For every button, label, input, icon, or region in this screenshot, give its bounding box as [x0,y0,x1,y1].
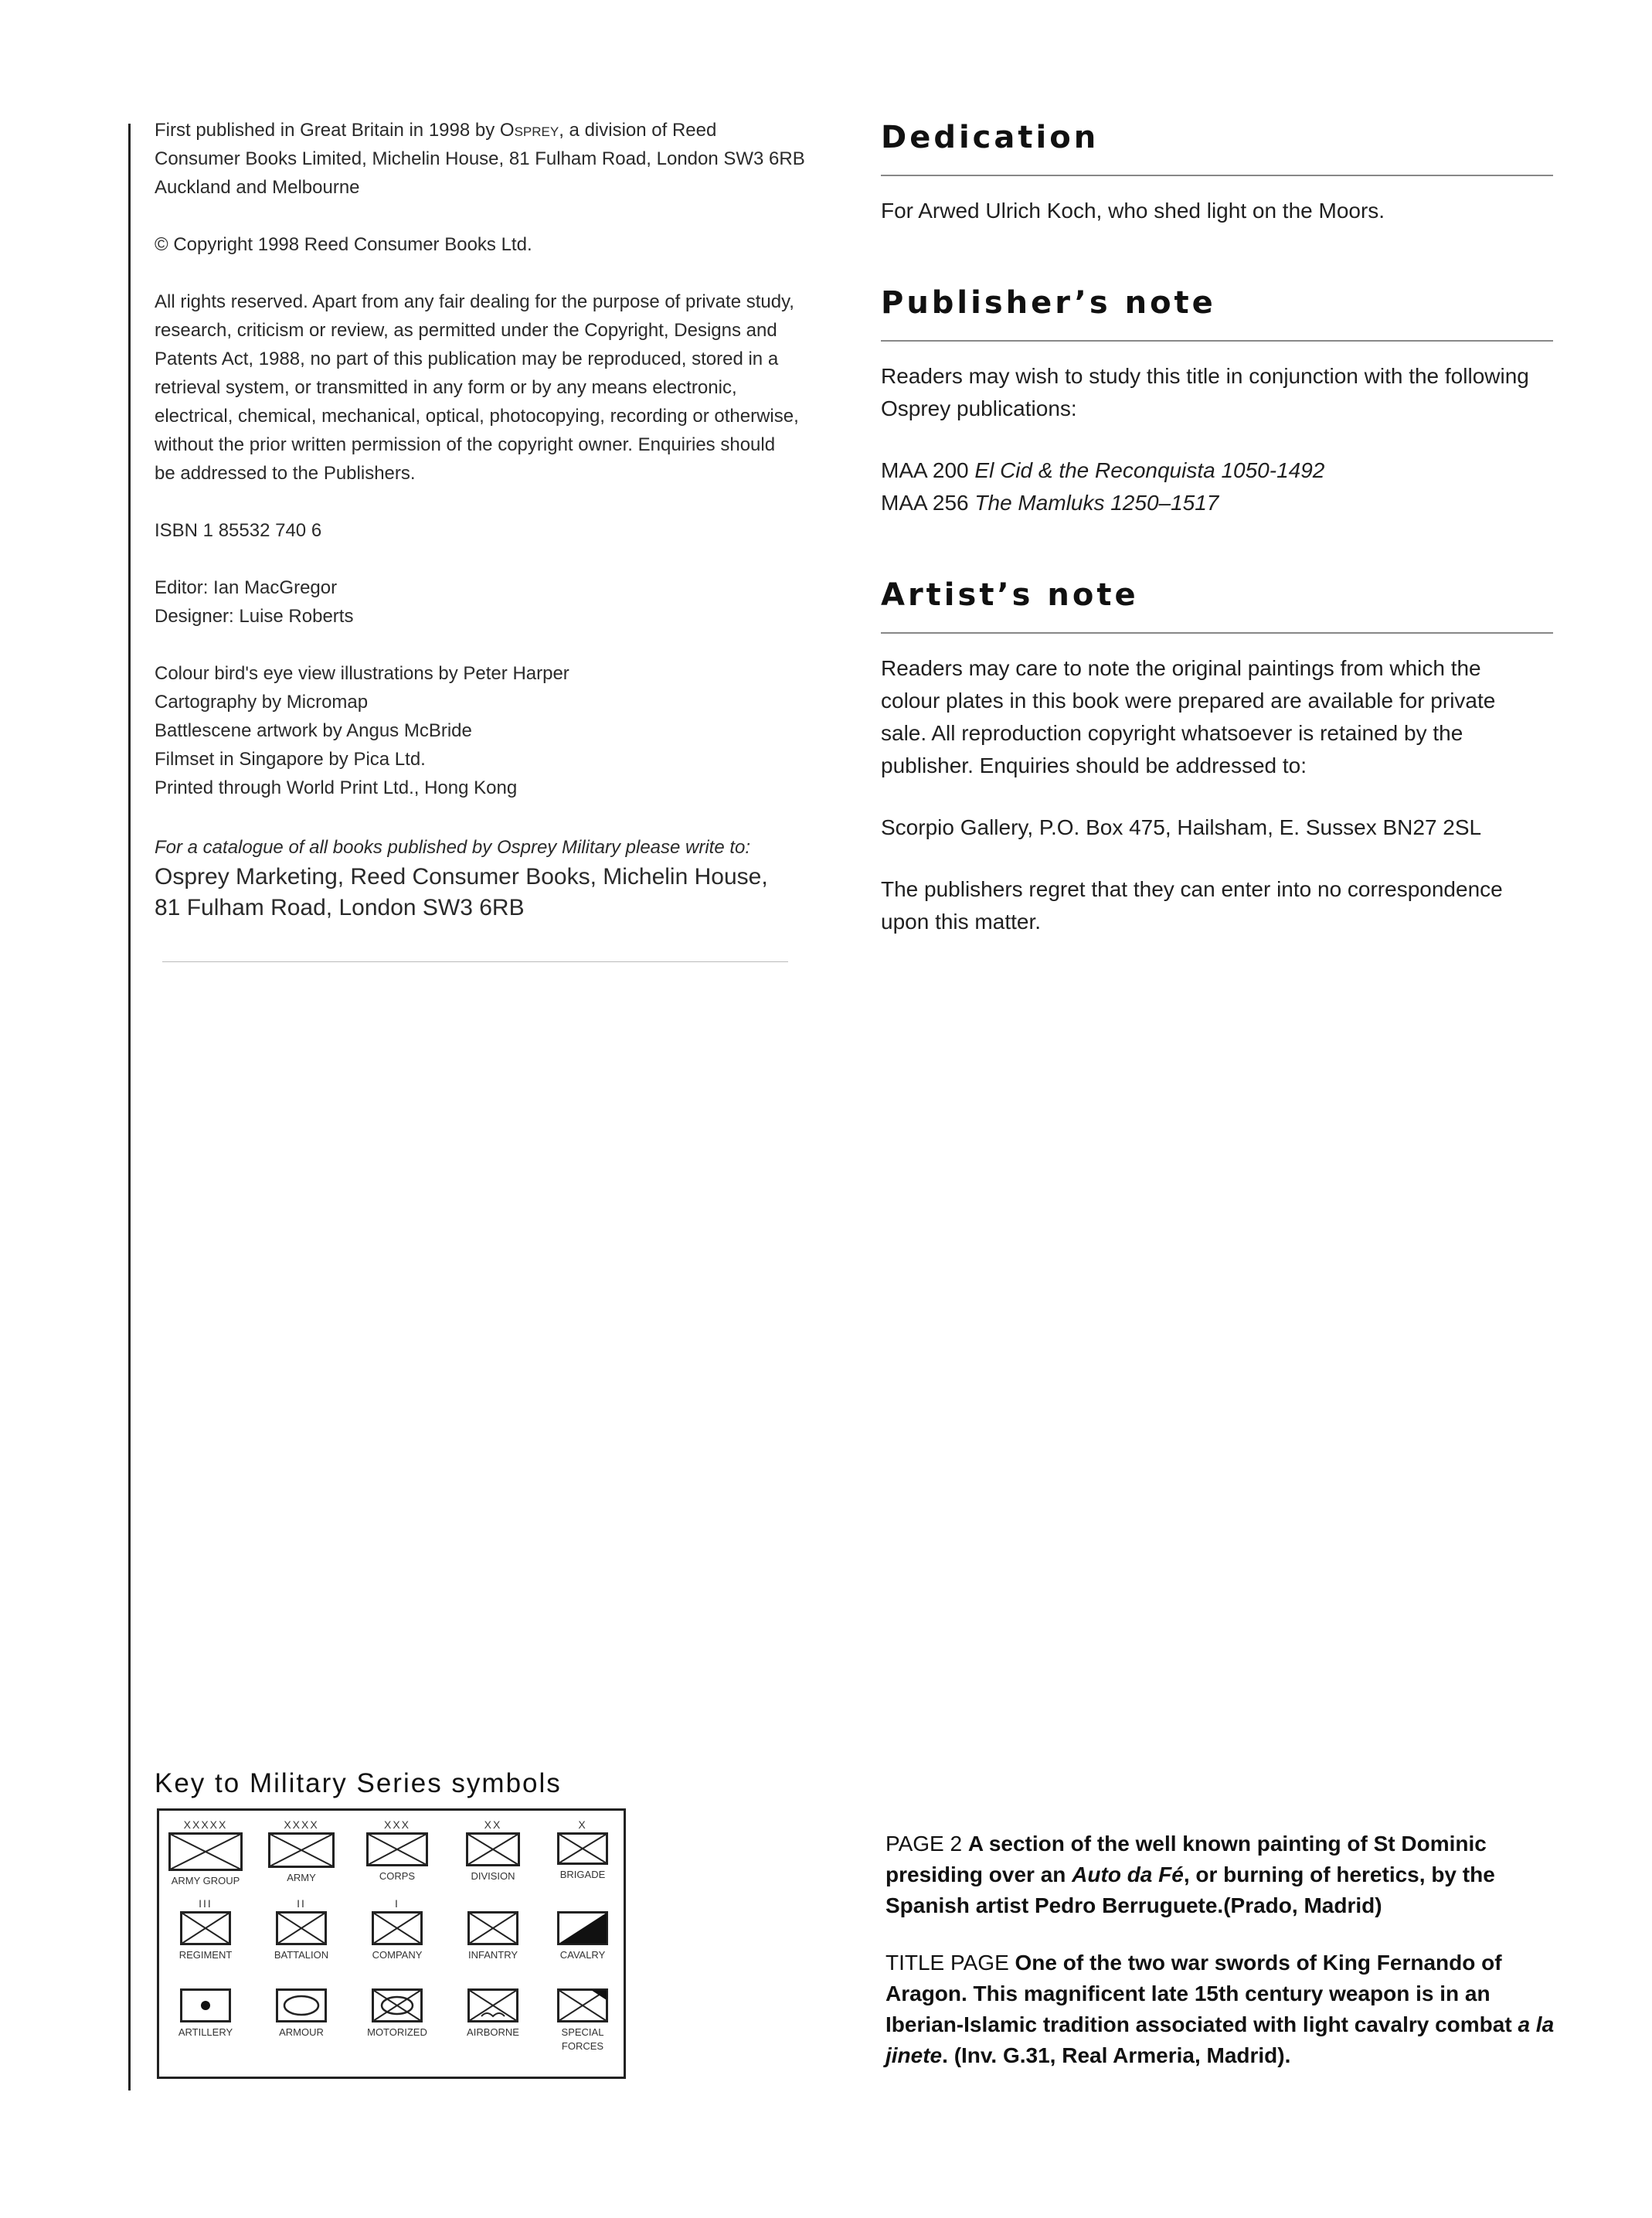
related-titles [881,454,1553,519]
cross-icon [268,1832,335,1868]
cross-icon [366,1832,428,1866]
cross-icon [467,1911,518,1945]
oval-icon [276,1988,327,2022]
symbol-special-forces: SPECIAL FORCES [540,1975,625,2053]
diagonal-fill-icon [557,1911,608,1945]
publishers-note-heading: Publisher’s note [881,285,1216,321]
first-published: First published in Great Britain in 1998 by Osprey, a division of Reed Consumer Books Limited, Michelin House, 81 Fulham Road, London SW3 6RB Auckland and Melbourne [155,120,805,198]
rights-statement: All rights reserved. Apart from any fair dealing for the purpose of private study, research, criticism or review, as permitted under the Copyright, Designs and Patents Act, 1988, no part of this publication may be reproduced, stored in a retrieval system, or transmitted in any form or by any means electronic, electrical, chemical, mechanical, optical, photocopying, recording or otherwise, without the prior written permission of the copyright owner. Enquiries should be addressed to the Publishers. [155,291,799,484]
notes-column [881,116,1553,938]
symbol-army-group: XXXXX ARMY GROUP [163,1818,248,1888]
symbol-division: XX DIVISION [450,1818,535,1883]
related-title: MAA 256 The Mamluks 1250–1517 [881,491,1219,515]
cross-icon [557,1832,608,1865]
publisher-name: Osprey [499,120,559,141]
dot-icon [180,1988,231,2022]
captions [885,1828,1565,2071]
editor: Editor: Ian MacGregor [155,577,338,598]
symbol-armour: ARMOUR [259,1975,344,2039]
artists-note-section [881,573,1553,938]
cross-icon [372,1911,423,1945]
imprint-divider [162,961,788,962]
symbol-company: I COMPANY [372,1897,423,1961]
catalogue-address: Osprey Marketing, Reed Consumer Books, Michelin House, 81 Fulham Road, London SW3 6RB [155,864,768,920]
divider [881,175,1553,176]
cross-icon [180,1911,231,1945]
artists-note-text: Readers may care to note the original paintings from which the colour plates in this book were prepared are available for private sale. All reproduction copyright whatsoever is retained by the publisher. Enquiries should be addressed to: [881,656,1496,777]
symbol-brigade: X BRIGADE [540,1818,625,1882]
cross-icon [168,1832,243,1871]
dedication-heading: Dedication [881,120,1100,155]
publishers-note-text: Readers may wish to study this title in conjunction with the following Osprey publications: [881,364,1529,420]
symbol-key [157,1808,626,2079]
credit-line: Printed through World Print Ltd., Hong Kong [155,777,518,798]
cross-icon [466,1832,520,1866]
symbol-corps: XXX CORPS [355,1818,440,1883]
cross-oval-icon [372,1988,423,2022]
credits-list [155,659,850,802]
symbol-army: XXXX ARMY [259,1818,344,1885]
designer: Designer: Luise Roberts [155,606,354,627]
title-page-caption: TITLE PAGE One of the two war swords of King Fernando of Aragon. This magnificent late 15th century weapon is in an Iberian-Islamic tradition associated with light cavalry combat a la jinete. (Inv. G.31, Real Armeria, Madrid). [885,1951,1555,2067]
symbol-cavalry: CAVALRY [540,1897,625,1962]
key-title: Key to Military Series symbols [155,1768,562,1798]
dedication-section [881,116,1553,227]
symbol-infantry: INFANTRY [450,1897,535,1962]
publishers-note-section [881,281,1553,519]
credit-line: Filmset in Singapore by Pica Ltd. [155,749,426,770]
imprint-column [155,116,850,924]
divider [881,632,1553,634]
symbol-motorized: MOTORIZED [355,1975,440,2039]
credit-line: Cartography by Micromap [155,692,369,713]
copyright: © Copyright 1998 Reed Consumer Books Ltd. [155,234,532,255]
credit-line: Battlescene artwork by Angus McBride [155,720,472,741]
cross-icon [276,1911,327,1945]
cross-corner-icon [557,1988,608,2022]
isbn: ISBN 1 85532 740 6 [155,520,322,541]
credit-line: Colour bird's eye view illustrations by Peter Harper [155,663,569,684]
symbol-artillery: ARTILLERY [163,1975,248,2039]
cross-arc-icon [467,1988,518,2022]
gallery-address: Scorpio Gallery, P.O. Box 475, Hailsham, E. Sussex BN27 2SL [881,815,1482,839]
catalogue-intro: For a catalogue of all books published by Osprey Military please write to: [155,837,751,858]
artists-note-heading: Artist’s note [881,577,1139,613]
symbol-battalion: II BATTALION [274,1897,329,1961]
divider [881,340,1553,342]
dedication-text: For Arwed Ulrich Koch, who shed light on the Moors. [881,199,1385,223]
regret-notice: The publishers regret that they can enter into no correspondence upon this matter. [881,877,1503,934]
symbol-airborne: AIRBORNE [450,1975,535,2039]
page2-caption: PAGE 2 A section of the well known painting of St Dominic presiding over an Auto da Fé, or burning of heretics, by the Spanish artist Pedro Berruguete.(Prado, Madrid) [885,1832,1495,1917]
symbol-regiment: III REGIMENT [178,1897,233,1961]
related-title: MAA 200 El Cid & the Reconquista 1050-1492 [881,458,1325,482]
margin-rule [128,124,131,2090]
